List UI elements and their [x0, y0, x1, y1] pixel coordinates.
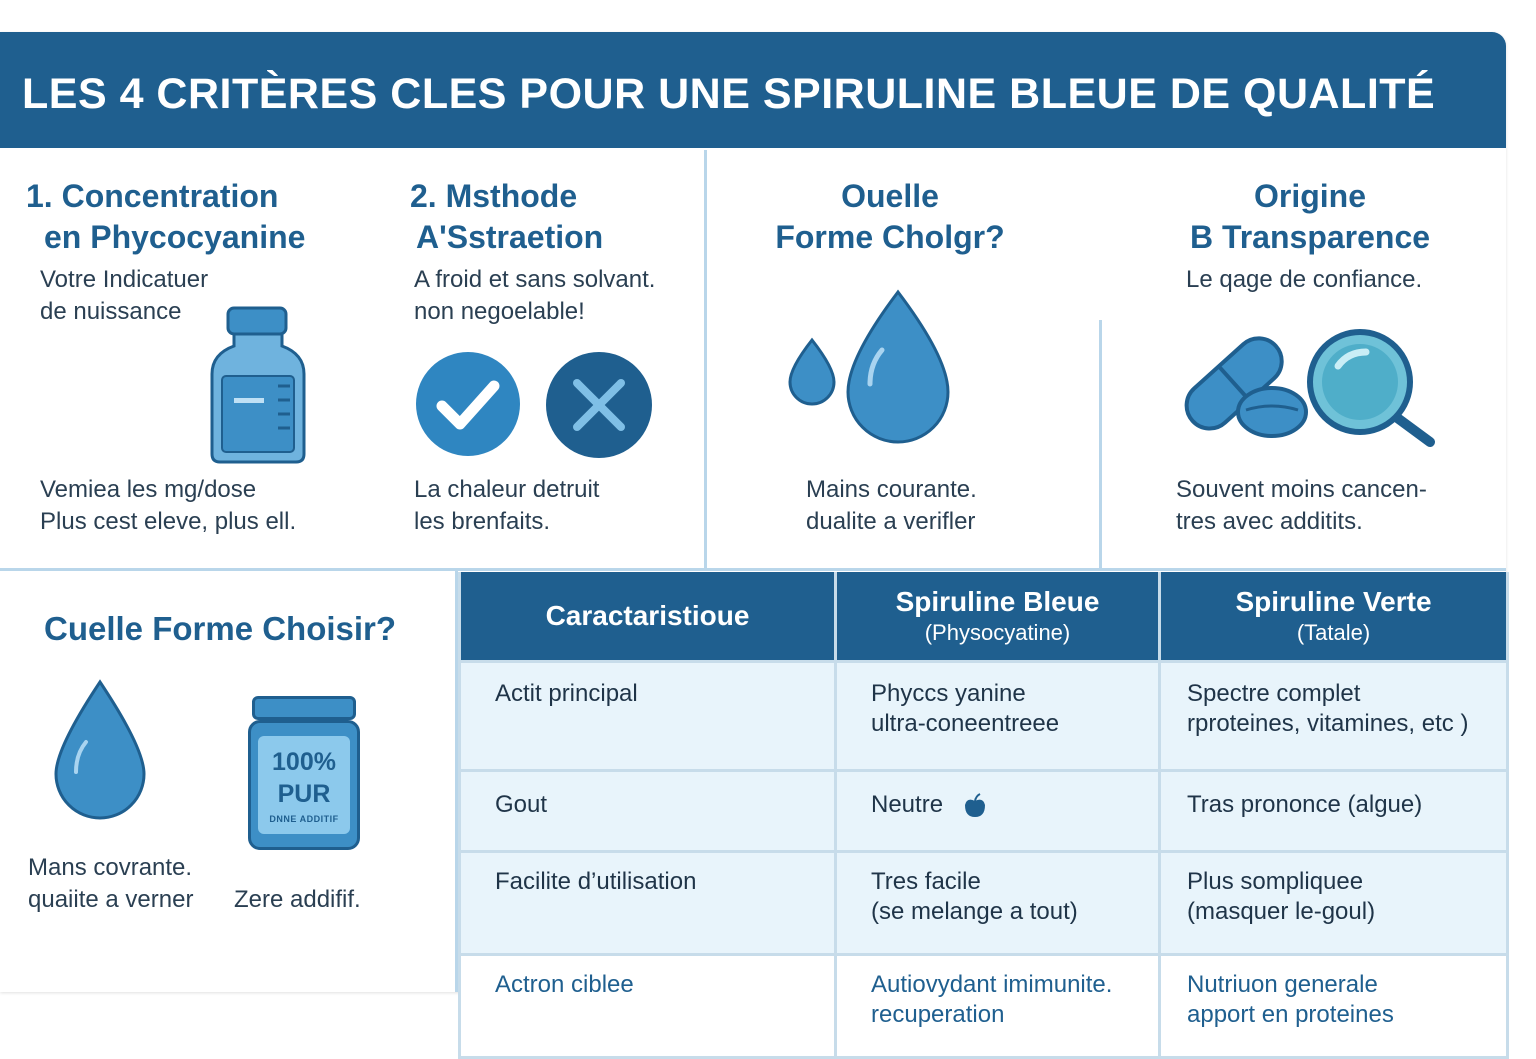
criterion-footer-line: les brenfaits. [414, 508, 551, 535]
table-cell [460, 955, 836, 1058]
jar-label [258, 736, 350, 834]
cell-text: (masquer le-goul) [1187, 898, 1376, 925]
criterion-footer [1176, 474, 1427, 538]
cell-text: Autiovydant imimunite. [871, 971, 1113, 998]
cell-text: apport en proteines [1187, 1001, 1394, 1028]
table-row [460, 852, 1508, 955]
cell-text: Actron ciblee [495, 971, 634, 998]
cell-text: Actit principal [495, 680, 638, 707]
criterion-footer-line: La chaleur detruit [414, 476, 600, 503]
table-cell [1160, 955, 1508, 1058]
criterion-title-line: 2. Msthode [410, 178, 578, 214]
criterion-subtitle-line: Le qage de confiance. [1186, 266, 1423, 293]
jar-lid [252, 696, 356, 720]
cell-text: Tras prononce (algue) [1187, 791, 1423, 818]
criterion-footer-line: Souvent moins cancen- [1176, 476, 1427, 503]
cell-text: (se melange a tout) [871, 898, 1078, 925]
table-row [460, 955, 1508, 1058]
criterion-title [1160, 176, 1460, 258]
cell-text: Plus sompliquee [1187, 868, 1364, 895]
table-header-cell [836, 572, 1160, 662]
table-cell [1160, 852, 1508, 955]
header-label: Spiruline Bleue [895, 586, 1100, 617]
liquid-caption-line: quaiite a verner [28, 886, 194, 913]
header-sublabel: (Tatale) [1296, 620, 1371, 645]
table-cell [1160, 771, 1508, 852]
criterion-title-line: Origine [1253, 178, 1366, 214]
cell-text: Tres facile [871, 868, 981, 895]
divider [0, 568, 1506, 571]
header-label: Spiruline Verte [1235, 586, 1432, 617]
divider [1099, 320, 1102, 568]
table-cell [1160, 662, 1508, 771]
table-row [460, 662, 1508, 771]
table-cell [836, 662, 1160, 771]
jar-label-text: PUR [277, 780, 331, 808]
criterion-subtitle [1186, 264, 1422, 296]
criterion-title-line: 1. Concentration [26, 178, 279, 214]
criterion-footer-line: Mains courante. [806, 476, 977, 503]
infographic-frame [0, 32, 1506, 1028]
table-cell [836, 771, 1160, 852]
table-cell [460, 662, 836, 771]
cell-text: Gout [495, 791, 548, 818]
table-cell [836, 955, 1160, 1058]
comparison-table [458, 572, 1509, 1059]
water-drops-icon [786, 288, 950, 448]
table-header-cell [1160, 572, 1508, 662]
cell-text: rproteines, vitamines, etc ) [1187, 710, 1469, 737]
header-label: Caractaristioue [545, 600, 750, 631]
cell-text: Phyccs yanine [871, 680, 1026, 707]
criterion-footer-line: tres avec additits. [1176, 508, 1363, 535]
criterion-title-line: en Phycocyanine [44, 219, 306, 255]
criterion-subtitle [40, 264, 208, 328]
cell-text: Neutre [871, 791, 944, 818]
criterion-subtitle-line: de nuissance [40, 298, 182, 325]
criterion-title-line: Ouelle [841, 178, 939, 214]
table-cell [836, 852, 1160, 955]
cell-text: ultra-coneentreee [871, 710, 1060, 737]
liquid-drop-icon [52, 678, 148, 820]
table-row [460, 771, 1508, 852]
capsules-and-magnifier-icon [1174, 318, 1440, 448]
cell-text: Nutriuon generale [1187, 971, 1378, 998]
criterion-footer-line: Vemiea les mg/dose [40, 476, 257, 503]
check-icon [414, 350, 522, 458]
criterion-title-line: A'Sstraetion [416, 219, 604, 255]
criterion-subtitle-line: non negoelable! [414, 298, 585, 325]
liquid-caption [28, 852, 193, 916]
header-sublabel: (Physocyatine) [924, 620, 1071, 645]
jar-small-label: DNNE ADDITIF [269, 814, 339, 824]
criterion-subtitle-line: Votre Indicatuer [40, 266, 209, 293]
liquid-caption-line: Mans covrante. [28, 854, 193, 881]
table-header-cell [460, 572, 836, 662]
title-banner [0, 32, 1506, 148]
criterion-title-line: B Transparence [1189, 219, 1431, 255]
criterion-subtitle-line: A froid et sans solvant. [414, 266, 656, 293]
criterion-footer-line: Plus cest eleve, plus ell. [40, 508, 297, 535]
apple-icon [963, 793, 987, 819]
cross-icon [544, 350, 654, 460]
cell-text: recuperation [871, 1001, 1005, 1028]
table-cell [460, 771, 836, 852]
table-cell [460, 852, 836, 955]
cell-text: Spectre complet [1187, 680, 1361, 707]
criterion-footer [40, 474, 296, 538]
jar-label-text: 100% [272, 748, 336, 776]
criterion-title [760, 176, 1020, 258]
powder-caption: Zere addifif. [234, 886, 361, 913]
powder-jar-icon [248, 696, 360, 852]
divider [704, 150, 707, 568]
criterion-footer [806, 474, 977, 538]
criterion-footer [414, 474, 599, 538]
bottle-icon [206, 306, 310, 466]
criterion-title-line: Forme Cholgr? [775, 219, 1005, 255]
criterion-title [410, 176, 603, 258]
table-header-row [460, 572, 1508, 662]
criterion-footer-line: dualite a verifler [806, 508, 976, 535]
criterion-subtitle [414, 264, 655, 328]
cell-text: Facilite d’utilisation [495, 868, 697, 895]
page-title: LES 4 CRITÈRES CLES POUR UNE SPIRULINE BLEUE DE QUALITÉ [22, 70, 1436, 118]
form-section-title: Cuelle Forme Choisir? [44, 610, 397, 647]
criterion-title [26, 176, 305, 258]
